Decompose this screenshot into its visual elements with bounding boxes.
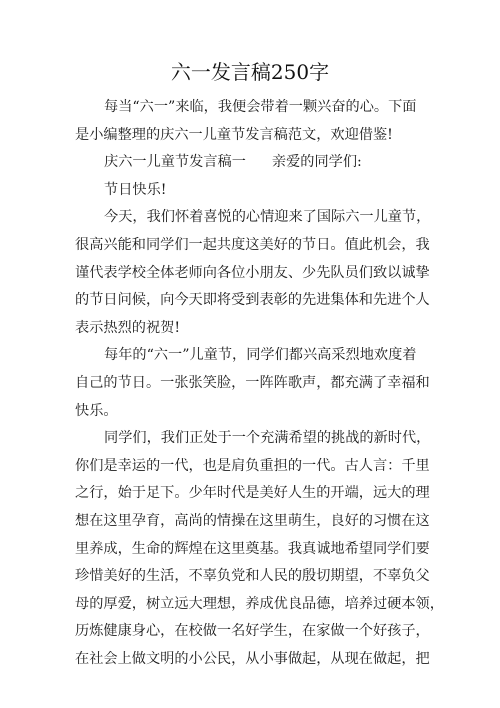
text-line: 是小编整理的庆六一儿童节发言稿范文，欢迎借鉴! <box>75 126 393 143</box>
text-line: 历炼健康身心，在校做一名好学生，在家做一个好孩子， <box>75 623 430 640</box>
text-line: 每年的“六一”儿童节，同学们都兴高采烈地欢度着 <box>104 347 417 364</box>
document-title: 六一发言稿250字 <box>170 60 330 84</box>
text-line: 母的厚爱，树立远大理想，养成优良品德，培养过硬本领， <box>75 595 444 612</box>
text-line: 之行，始于足下。少年时代是美好人生的开端，远大的理 <box>75 485 430 502</box>
text-line: 珍惜美好的生活，不辜负党和人民的殷切期望，不辜负父 <box>75 568 430 585</box>
text-line: 在社会上做文明的小公民，从小事做起，从现在做起，把 <box>75 650 430 667</box>
text-line: 节日快乐! <box>104 181 167 198</box>
text-line: 今天，我们怀着喜悦的心情迎来了国际六一儿童节， <box>104 209 431 226</box>
text-line <box>75 149 425 177</box>
section-heading: 庆六一儿童节发言稿一 <box>104 154 246 171</box>
salutation: 亲爱的同学们: <box>271 154 362 171</box>
document-body <box>75 94 444 673</box>
text-line: 你们是幸运的一代，也是肩负重担的一代。古人言：千里 <box>75 457 430 474</box>
text-line: 想在这里孕育，高尚的情操在这里萌生，良好的习惯在这 <box>75 512 430 529</box>
text-line: 的节日问候，向今天即将受到表彰的先进集体和先进个人 <box>75 292 430 309</box>
text-line: 每当“六一”来临，我便会带着一颗兴奋的心。下面 <box>104 99 417 115</box>
text-line: 自己的节日。一张张笑脸，一阵阵歌声，都充满了幸福和 <box>75 374 430 391</box>
text-line: 快乐。 <box>75 402 118 419</box>
text-line: 里养成，生命的辉煌在这里奠基。我真诚地希望同学们要 <box>75 540 430 557</box>
text-line: 同学们，我们正处于一个充满希望的挑战的新时代， <box>104 430 431 447</box>
text-line: 很高兴能和同学们一起共度这美好的节日。值此机会，我 <box>75 236 430 253</box>
text-line: 谨代表学校全体老师向各位小朋友、少先队员们致以诚挚 <box>75 264 430 281</box>
text-line: 表示热烈的祝贺! <box>75 319 181 336</box>
